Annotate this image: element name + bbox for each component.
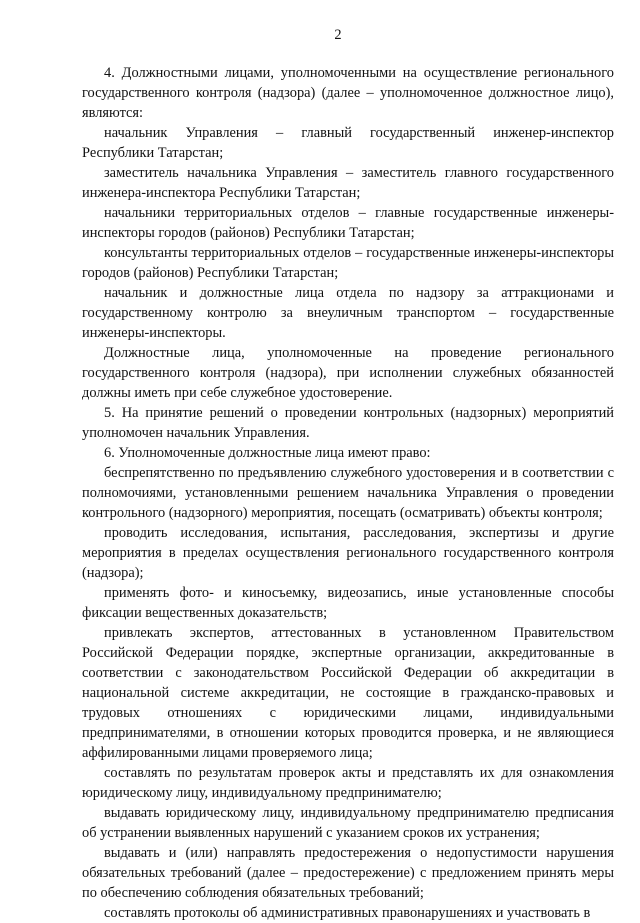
paragraph-territorial-heads: начальники территориальных отделов – главные государственные инженеры-инспекторы городов (районов) Республики Татарстан; [82, 205, 614, 241]
paragraph-attractions-department: начальник и должностные лица отдела по надзору за аттракционами и государственному контролю за внеуличным транспортом – государственные инженеры-инспекторы. [82, 285, 614, 341]
paragraph-right-photo: применять фото- и киносъемку, видеозапись, иные установленные способы фиксации вещественных доказательств; [82, 585, 614, 621]
paragraph-deputy-head: заместитель начальника Управления – заместитель главного государственного инженера-инспектора Республики Татарстан; [82, 165, 614, 201]
paragraph-decision-authority: 5. На принятие решений о проведении контрольных (надзорных) мероприятий уполномочен начальник Управления. [82, 405, 614, 441]
paragraph-officials-intro: 4. Должностными лицами, уполномоченными на осуществление регионального государственного контроля (надзора) (далее – уполномоченное должностное лицо), являются: [82, 65, 614, 121]
paragraph-head-of-directorate: начальник Управления – главный государственный инженер-инспектор Республики Татарстан; [82, 125, 614, 161]
paragraph-right-warnings: выдавать и (или) направлять предостережения о недопустимости нарушения обязательных требований (далее – предостережение) с предложением принять меры по обеспечению соблюдения обязательных требований; [82, 845, 614, 901]
paragraph-right-orders: выдавать юридическому лицу, индивидуальному предпринимателю предписания об устранении выявленных нарушений с указанием сроков их устранения; [82, 805, 614, 841]
paragraph-rights-intro: 6. Уполномоченные должностные лица имеют право: [104, 445, 431, 461]
paragraph-right-visit: беспрепятственно по предъявлению служебного удостоверения и в соответствии с полномочиями, установленными решением начальника Управления о проведении контрольного (надзорного) мероприятия, посещать (осматривать) объекты контроля; [82, 465, 614, 521]
paragraph-service-id: Должностные лица, уполномоченные на проведение регионального государственного контроля (надзора), при исполнении служебных обязанностей должны иметь при себе служебное удостоверение. [82, 345, 614, 401]
paragraph-right-experts: привлекать экспертов, аттестованных в установленном Правительством Российской Федерации порядке, экспертные организации, аккредитованные в соответствии с законодательством Российской Федерации об аккредитации в национальной системе аккредитации, не состоящие в гражданско-правовых и трудовых отношениях с юридическими лицами, индивидуальными предпринимателями, в отношении которых проводится проверка, и не являющиеся аффилированными лицами проверяемого лица; [82, 625, 614, 761]
paragraph-right-research: проводить исследования, испытания, расследования, экспертизы и другие мероприятия в пределах осуществления регионального государственного контроля (надзора); [82, 525, 614, 581]
document-body [82, 63, 614, 923]
paragraph-right-acts: составлять по результатам проверок акты и представлять их для ознакомления юридическому лицу, индивидуальному предпринимателю; [82, 765, 614, 801]
paragraph-right-protocols: составлять протоколы об административных правонарушениях и участвовать в [104, 905, 591, 921]
page-number: 2 [334, 27, 342, 43]
paragraph-territorial-consultants: консультанты территориальных отделов – государственные инженеры-инспекторы городов (районов) Республики Татарстан; [82, 245, 614, 281]
